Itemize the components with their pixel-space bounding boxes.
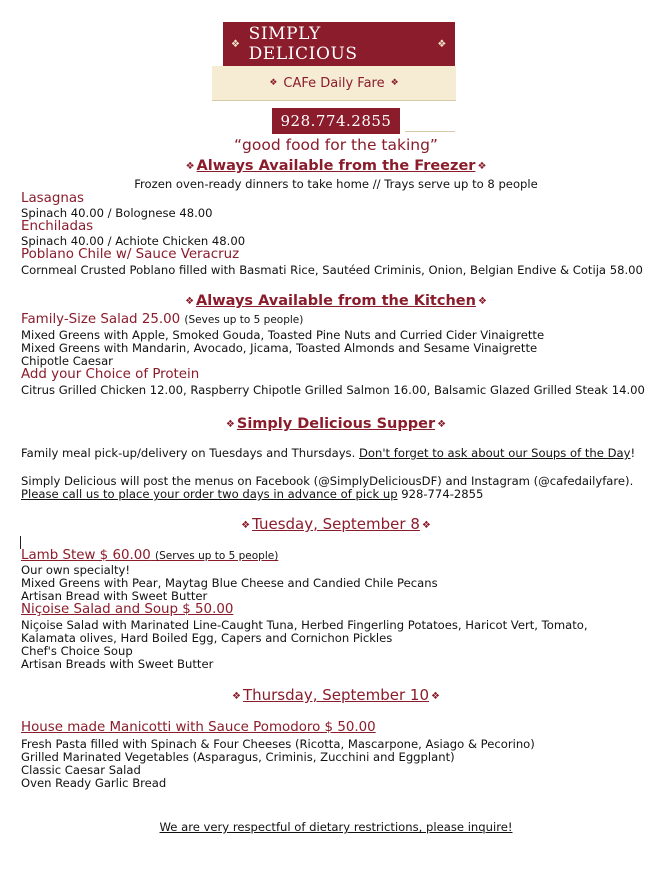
lamb-stew-note: (Serves up to 5 people) [155,550,279,562]
tuesday-section-title [0,515,672,533]
menu-item-detail: Our own specialty! [21,563,131,577]
menu-item-detail: Fresh Pasta filled with Spinach & Four Cheeses (Ricotta, Mascarpone, Asiago & Pecorino) [21,737,535,751]
ornament-icon: ❖ [185,161,195,172]
ornament-icon: ❖ [477,296,487,307]
ornament-icon: ❖ [437,38,447,50]
freezer-title-text: Always Available from the Freezer [196,158,476,174]
supper-info-line [21,446,635,460]
kitchen-title-text: Always Available from the Kitchen [196,293,476,309]
menu-item-detail: Classic Caesar Salad [21,763,141,777]
supper-text: ! [630,446,636,460]
menu-item-detail: Oven Ready Garlic Bread [21,776,167,790]
ornament-icon: ❖ [437,419,447,430]
menu-item-detail: Kalamata olives, Hard Boiled Egg, Capers and Cornichon Pickles [21,631,393,645]
ornament-icon: ❖ [241,520,251,531]
freezer-intro: Frozen oven-ready dinners to take home // Trays serve up to 8 people [134,177,538,191]
menu-item-name [21,312,303,327]
ornament-icon: ❖ [225,419,235,430]
salad-name: Family-Size Salad 25.00 [21,312,181,327]
menu-item-detail: Artisan Bread with Sweet Butter [21,589,208,603]
logo-name: SIMPLY DELICIOUS [248,24,358,64]
ornament-icon: ❖ [232,691,241,702]
tuesday-title-text: Tuesday, September 8 [252,515,420,533]
menu-item-detail: Chipotle Caesar [21,354,113,368]
supper-social-line: Simply Delicious will post the menus on Facebook (@SimplyDeliciousDF) and Instagram (@cafedailyfare). [21,474,634,488]
freezer-section-title [0,158,672,174]
menu-item-detail: Citrus Grilled Chicken 12.00, Raspberry Chipotle Grilled Salmon 16.00, Balsamic Glazed Grilled Steak 14.00 [21,383,645,397]
menu-item-detail: Mixed Greens with Pear, Maytag Blue Cheese and Candied Chile Pecans [21,576,438,590]
thursday-section-title [0,686,672,704]
menu-item-detail: Artisan Breads with Sweet Butter [21,657,214,671]
ornament-icon: ❖ [477,161,487,172]
menu-item-detail: Mixed Greens with Mandarin, Avocado, Jicama, Toasted Almonds and Sesame Vinaigrette [21,341,538,355]
ornament-icon: ❖ [185,296,195,307]
menu-item-detail: Spinach 40.00 / Bolognese 48.00 [21,206,213,220]
lamb-stew-name: Lamb Stew $ 60.00 [21,548,151,563]
logo-subtitle: CAFe Daily Fare [283,75,385,91]
divider [212,100,456,101]
dietary-note: We are very respectful of dietary restrictions, please inquire! [159,820,513,834]
ornament-icon: ❖ [390,78,399,88]
menu-item-name: Poblano Chile w/ Sauce Veracruz [21,247,240,262]
salad-note: (Seves up to 5 people) [184,314,304,326]
kitchen-section-title [0,293,672,309]
menu-item-name: Enchiladas [21,219,94,234]
menu-item-detail: Grilled Marinated Vegetables (Asparagus, Criminis, Zucchini and Eggplant) [21,750,455,764]
ornament-icon: ❖ [269,78,278,88]
menu-item-name: House made Manicotti with Sauce Pomodoro $ 50.00 [21,720,376,735]
menu-item-detail: Spinach 40.00 / Achiote Chicken 48.00 [21,234,246,248]
phone-number: 928.774.2855 [272,108,400,134]
menu-item-detail: Niçoise Salad with Marinated Line-Caught Tuna, Herbed Fingerling Potatoes, Haricot Vert, Tomato, [21,618,588,632]
supper-title-text: Simply Delicious Supper [236,416,436,432]
menu-item-detail: Chef's Choice Soup [21,644,133,658]
soups-of-the-day-note: Don't forget to ask about our Soups of the Day [358,446,631,460]
logo-banner [223,22,455,66]
logo-subtitle-band [212,66,456,100]
divider [405,131,455,132]
ornament-icon: ❖ [431,691,440,702]
tagline: “good food for the taking” [234,136,438,154]
menu-item-detail: Mixed Greens with Apple, Smoked Gouda, Toasted Pine Nuts and Curried Cider Vinaigrette [21,328,545,342]
supper-order-line [21,487,483,501]
order-phone: 928-774-2855 [397,487,484,501]
menu-item-name: Niçoise Salad and Soup $ 50.00 [21,602,234,617]
menu-item-name [21,548,278,563]
order-note: Please call us to place your order two days in advance of pick up [21,487,398,501]
supper-text: Family meal pick-up/delivery on Tuesdays and Thursdays. [21,446,359,460]
ornament-icon: ❖ [421,520,431,531]
menu-item-name: Add your Choice of Protein [21,367,200,382]
supper-section-title [0,416,672,432]
ornament-icon: ❖ [231,38,241,50]
thursday-title-text: Thursday, September 10 [242,686,430,704]
menu-item-name: Lasagnas [21,191,85,206]
menu-item-detail: Cornmeal Crusted Poblano filled with Basmati Rice, Sautéed Criminis, Onion, Belgian Endive & Cotija 58.00 [21,263,643,277]
